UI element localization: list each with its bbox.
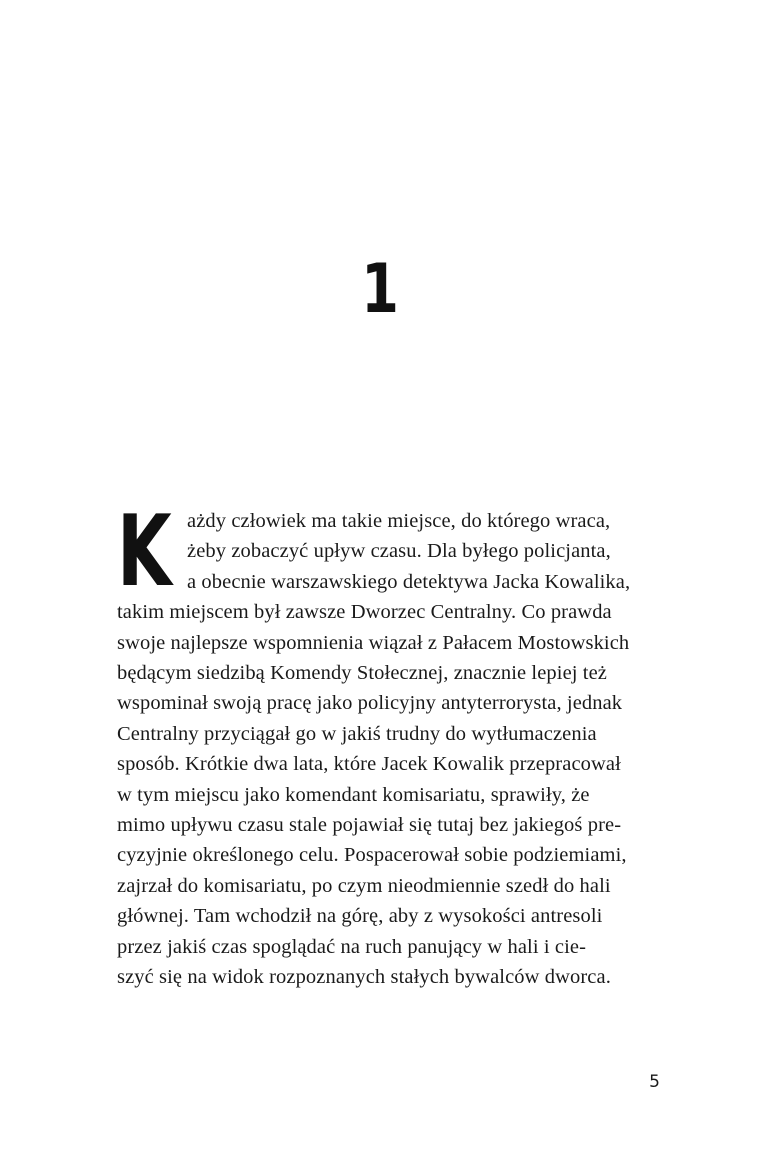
text-line: takim miejscem był zawsze Dworzec Centralny. Co prawda [117,601,612,624]
text-line: ażdy człowiek ma takie miejsce, do którego wraca, [187,510,611,532]
text-line: sposób. Krótkie dwa lata, które Jacek Kowalik przepracował [117,753,621,776]
text-line: cyzyjnie określonego celu. Pospacerował sobie podziemiami, [117,844,627,867]
text-line: żeby zobaczyć upływ czasu. Dla byłego policjanta, [187,540,611,563]
text-line: swoje najlepsze wspomnienia wiązał z Pałacem Mostowskich [117,631,630,654]
text-line: szyć się na widok rozpoznanych stałych bywalców dworca. [117,966,611,989]
text-line: Centralny przyciągał go w jakiś trudny do wytłumaczenia [117,722,597,745]
text-line: zajrzał do komisariatu, po czym nieodmiennie szedł do hali [117,874,611,897]
page-number: 5 [649,1072,660,1092]
text-line: przez jakiś czas spoglądać na ruch panujący w hali i cie- [117,935,587,958]
text-line: wspominał swoją pracę jako policyjny antyterrorysta, jednak [117,692,623,715]
drop-cap: K [117,495,172,609]
chapter-opening-paragraph [117,495,653,993]
chapter-number: 1 [361,250,399,329]
text-line: a obecnie warszawskiego detektywa Jacka Kowalika, [187,570,631,593]
text-line: w tym miejscu jako komendant komisariatu, sprawiły, że [117,783,590,806]
text-line: głównej. Tam wchodził na górę, aby z wysokości antresoli [117,905,603,928]
text-line: będącym siedzibą Komendy Stołecznej, znacznie lepiej też [117,662,607,685]
text-line: mimo upływu czasu stale pojawiał się tutaj bez jakiegoś pre- [117,814,622,837]
